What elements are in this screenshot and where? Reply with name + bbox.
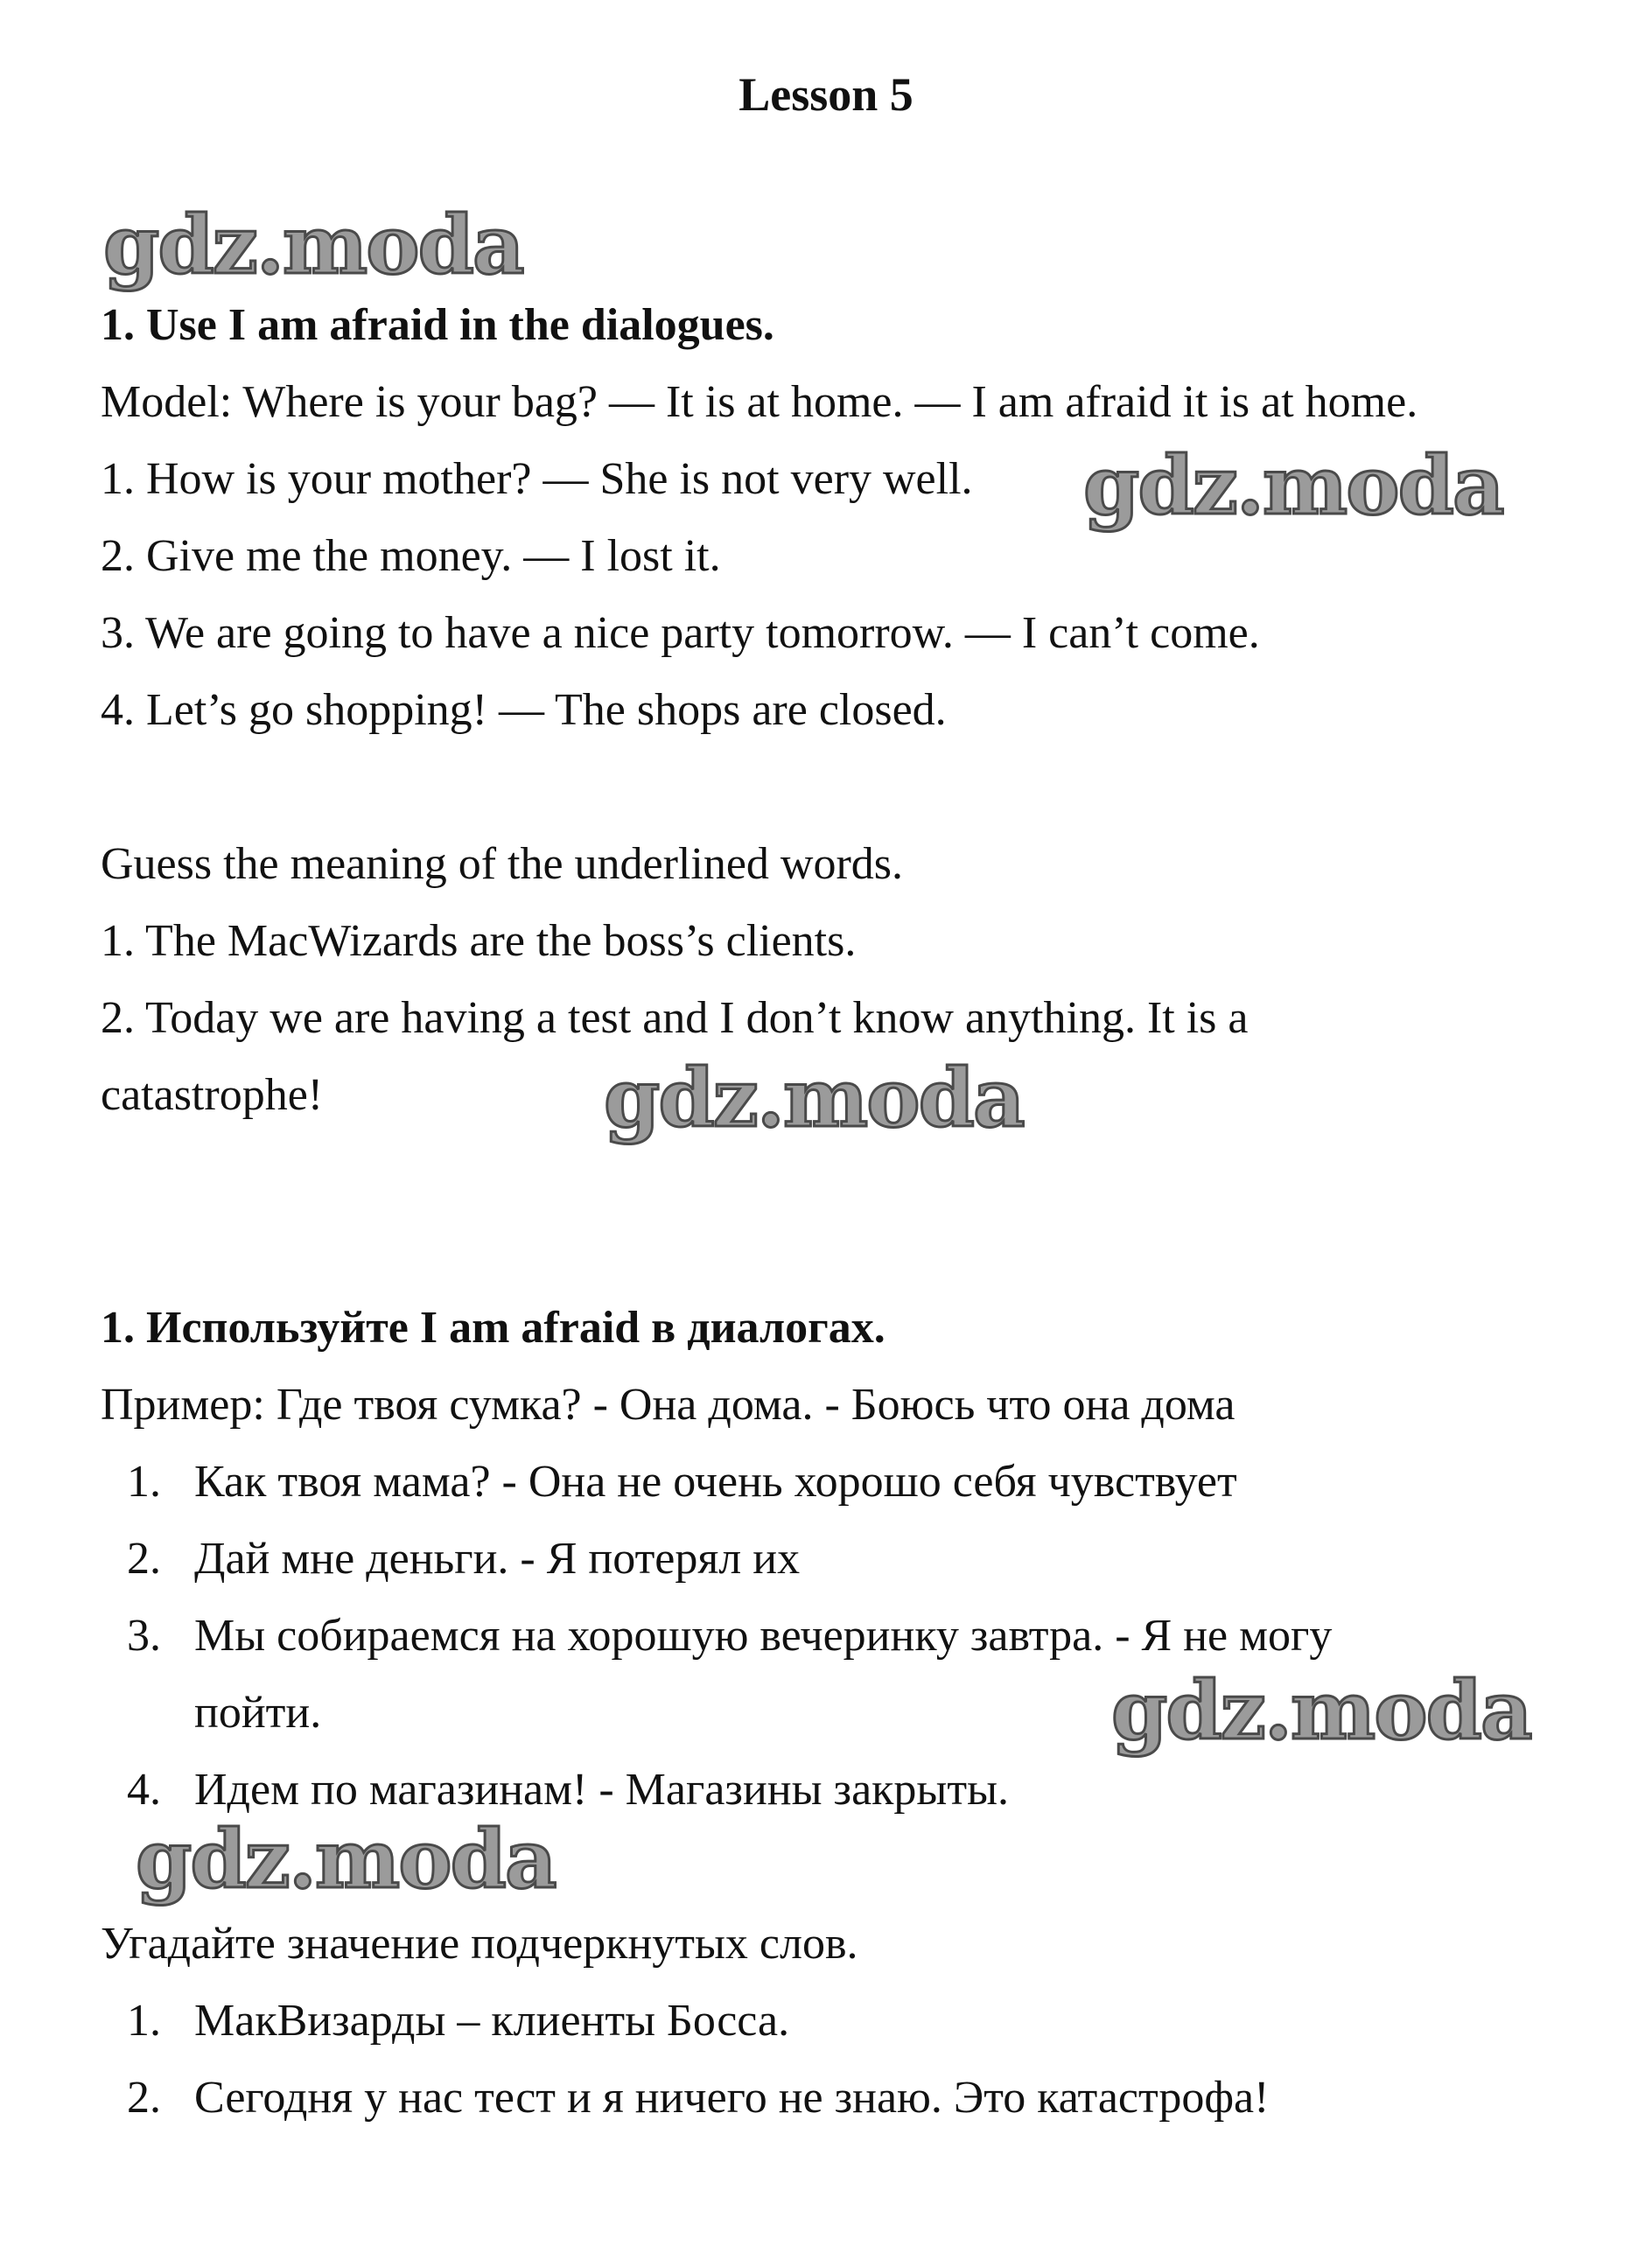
task2-item-en: 2. Today we are having a test and I don’t know anything. It is a: [101, 993, 1249, 1043]
list-number: 1.: [127, 1457, 161, 1507]
list-number: 4.: [127, 1765, 161, 1815]
list-number: 1.: [127, 1996, 161, 2046]
task1-item-en: 4. Let’s go shopping! — The shops are closed.: [101, 685, 947, 735]
watermark-logo: gdz.moda: [103, 198, 523, 292]
list-number: 3.: [127, 1611, 161, 1661]
task1-item-ru: Дай мне деньги. - Я потерял их: [194, 1534, 801, 1584]
task1-item-ru: Идем по магазинам! - Магазины закрыты.: [194, 1765, 1010, 1815]
task1-item-ru-continued: пойти.: [194, 1688, 322, 1738]
task2-item-ru: Сегодня у нас тест и я ничего не знаю. Это катастрофа!: [194, 2073, 1270, 2123]
watermark-logo: gdz.moda: [1111, 1663, 1531, 1758]
watermark-logo: gdz.moda: [136, 1812, 556, 1907]
task1-model-en: Model: Where is your bag? — It is at home. — I am afraid it is at home.: [101, 377, 1418, 427]
task2-item-en: 1. The MacWizards are the boss’s clients.: [101, 916, 857, 966]
list-number: 2.: [127, 2073, 161, 2123]
task2-heading-en: Guess the meaning of the underlined words.: [101, 839, 904, 889]
task1-model-ru: Пример: Где твоя сумка? - Она дома. - Боюсь что она дома: [101, 1380, 1236, 1430]
task1-item-en: 1. How is your mother? — She is not very well.: [101, 454, 973, 504]
task1-heading-en: 1. Use I am afraid in the dialogues.: [101, 300, 774, 350]
task1-item-en: 3. We are going to have a nice party tomorrow. — I can’t come.: [101, 608, 1260, 658]
task1-item-ru: Мы собираемся на хорошую вечеринку завтра. - Я не могу: [194, 1611, 1333, 1661]
task1-heading-ru: 1. Используйте I am afraid в диалогах.: [101, 1303, 886, 1353]
task2-item-en: catastrophe!: [101, 1070, 324, 1120]
watermark-logo: gdz.moda: [604, 1051, 1024, 1145]
task2-heading-ru: Угадайте значение подчеркнутых слов.: [101, 1919, 858, 1969]
page-title: Lesson 5: [738, 68, 914, 121]
task1-item-en: 2. Give me the money. — I lost it.: [101, 531, 721, 581]
watermark-logo: gdz.moda: [1083, 438, 1503, 533]
task2-item-ru: МакВизарды – клиенты Босса.: [194, 1996, 790, 2046]
task1-item-ru: Как твоя мама? - Она не очень хорошо себя чувствует: [194, 1457, 1237, 1507]
list-number: 2.: [127, 1534, 161, 1584]
